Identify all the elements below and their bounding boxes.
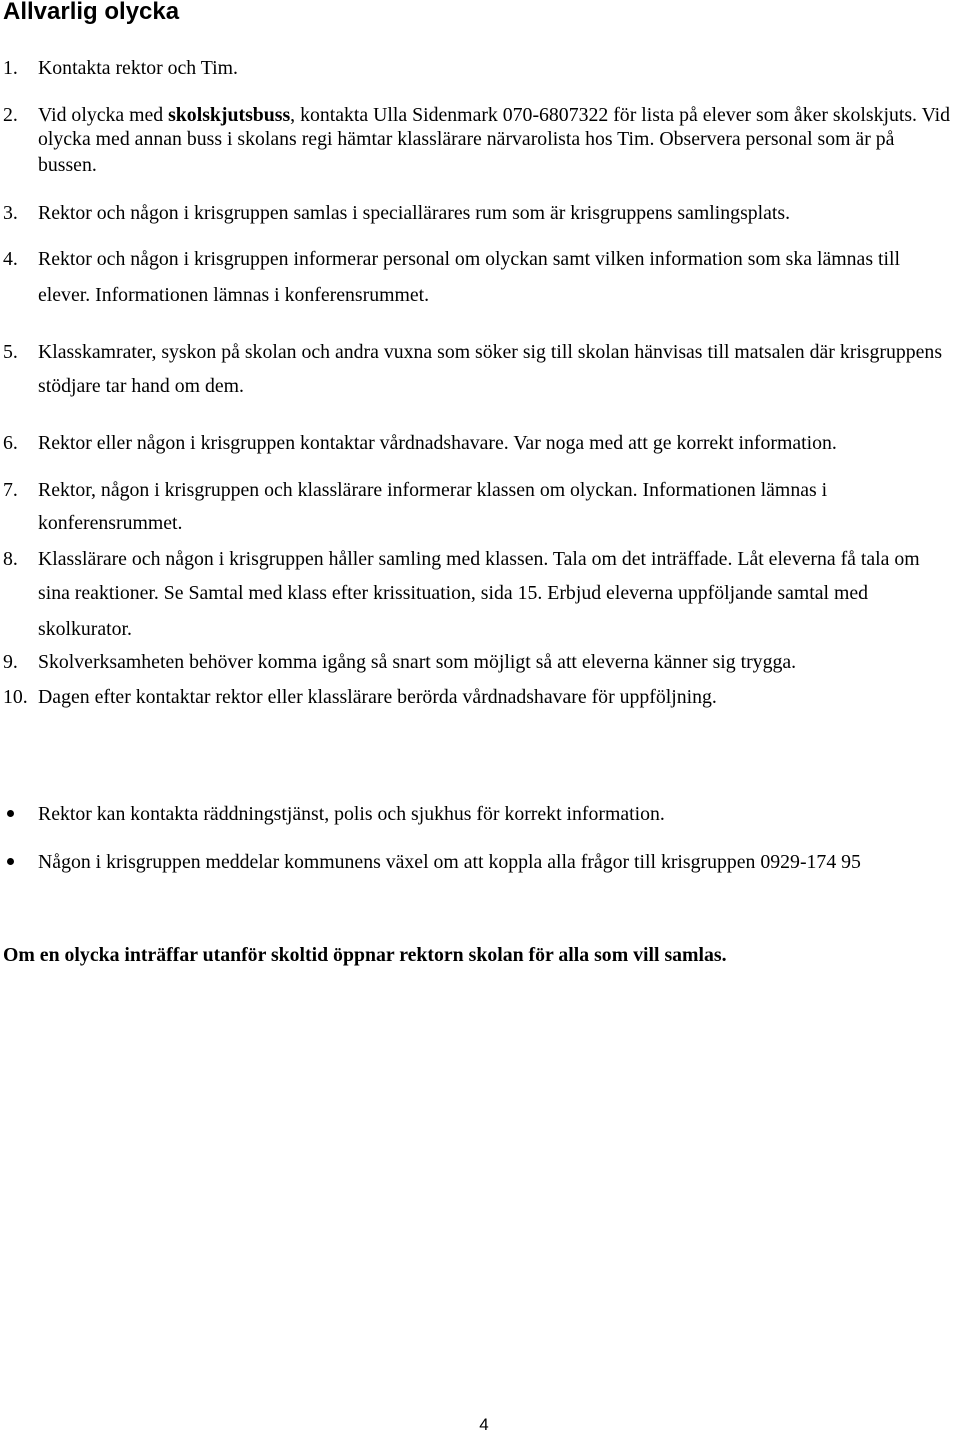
step-number: 1. <box>3 57 18 79</box>
step-text: Vid olycka med <box>38 104 169 126</box>
page-number: 4 <box>479 1415 489 1434</box>
step-number: 10. <box>3 686 28 708</box>
step-text-line: skolkurator. <box>38 618 132 640</box>
step-text-line <box>38 103 950 127</box>
step-text-line: konferensrummet. <box>38 512 183 534</box>
step-text-line: Rektor, någon i krisgruppen och klasslärare informerar klassen om olyckan. Informationen lämnas i <box>38 479 828 501</box>
bullet-icon <box>7 810 14 817</box>
step-text-line: Skolverksamheten behöver komma igång så snart som möjligt så att eleverna känner sig trygga. <box>38 651 797 673</box>
step-text-line: sina reaktioner. Se Samtal med klass efter krissituation, sida 15. Erbjud eleverna uppföljande samtal med <box>38 582 869 604</box>
step-text-line: stödjare tar hand om dem. <box>38 375 244 397</box>
step-text-line: olycka med annan buss i skolans regi hämtar klasslärare närvarolista hos Tim. Observera personal som är på <box>38 128 895 150</box>
step-number: 3. <box>3 202 18 224</box>
step-text-line: elever. Informationen lämnas i konferensrummet. <box>38 284 430 306</box>
step-number: 6. <box>3 432 18 454</box>
step-text-line: Rektor eller någon i krisgruppen kontaktar vårdnadshavare. Var noga med att ge korrekt information. <box>38 432 837 454</box>
emphasized-term: skolskjutsbuss <box>168 104 291 126</box>
step-number: 7. <box>3 479 18 501</box>
step-text-line: Klasslärare och någon i krisgruppen håller samling med klassen. Tala om det inträffade. Låt eleverna få tala om <box>38 548 920 570</box>
step-number: 4. <box>3 248 18 270</box>
step-text-line: Klasskamrater, syskon på skolan och andra vuxna som söker sig till skolan hänvisas till matsalen där krisgruppens <box>38 341 943 363</box>
step-text-line: Rektor och någon i krisgruppen informerar personal om olyckan samt vilken information som ska lämnas till <box>38 248 900 270</box>
step-number: 9. <box>3 651 18 673</box>
step-text: , kontakta Ulla Sidenmark 070-6807322 för lista på elever som åker skolskjuts. Vid <box>290 104 951 126</box>
step-text-line: Rektor och någon i krisgruppen samlas i speciallärares rum som är krisgruppens samlingsplats. <box>38 202 791 224</box>
step-number: 5. <box>3 341 18 363</box>
step-text-line: bussen. <box>38 154 97 176</box>
bullet-text: Någon i krisgruppen meddelar kommunens växel om att koppla alla frågor till krisgruppen 0929-174 95 <box>38 851 861 873</box>
page-title: Allvarlig olycka <box>3 0 180 25</box>
bullet-text: Rektor kan kontakta räddningstjänst, polis och sjukhus för korrekt information. <box>38 803 665 825</box>
step-text-line: Kontakta rektor och Tim. <box>38 57 238 79</box>
step-number: 8. <box>3 548 18 570</box>
step-number: 2. <box>3 104 18 126</box>
closing-note: Om en olycka inträffar utanför skoltid öppnar rektorn skolan för alla som vill samlas. <box>3 944 727 966</box>
step-text-line: Dagen efter kontaktar rektor eller klasslärare berörda vårdnadshavare för uppföljning. <box>38 686 717 708</box>
bullet-icon <box>7 858 14 865</box>
